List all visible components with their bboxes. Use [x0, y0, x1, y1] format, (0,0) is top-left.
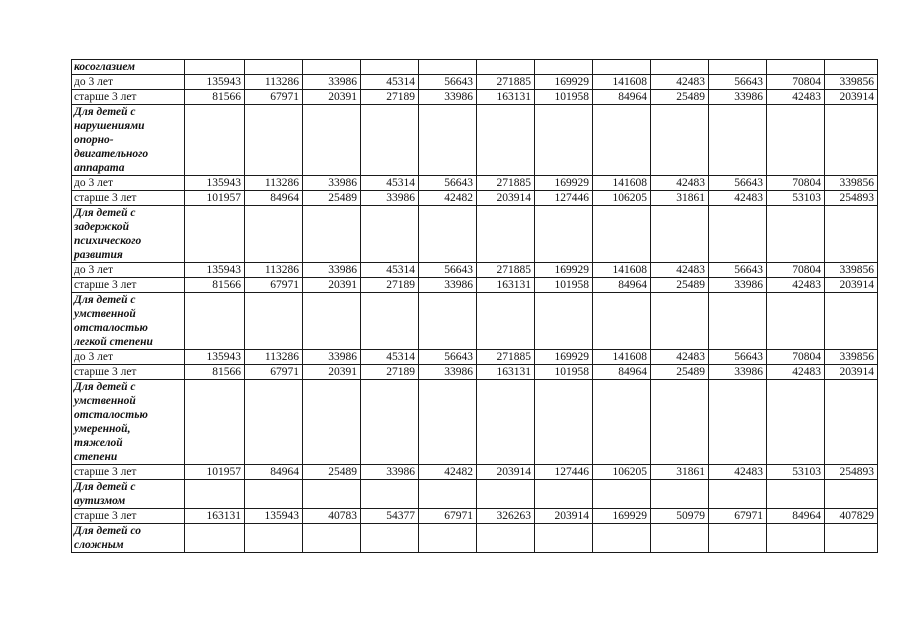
table-row	[72, 509, 878, 524]
table-row	[72, 465, 878, 480]
empty-cell	[709, 293, 767, 350]
empty-cell	[593, 524, 651, 553]
value-cell: 42483	[651, 176, 709, 191]
value-cell: 203914	[825, 278, 878, 293]
category-label-line: сложным	[74, 539, 124, 551]
empty-cell	[303, 480, 361, 509]
category-header-row	[72, 60, 878, 75]
value-cell: 56643	[709, 350, 767, 365]
empty-cell	[361, 105, 419, 176]
category-label-line: умственной	[74, 308, 136, 320]
table-row	[72, 90, 878, 105]
empty-cell	[361, 380, 419, 465]
category-label-line: Для детей с	[74, 207, 136, 219]
empty-cell	[477, 380, 535, 465]
empty-cell	[651, 105, 709, 176]
value-cell: 45314	[361, 75, 419, 90]
value-cell: 169929	[535, 75, 593, 90]
value-cell: 135943	[185, 176, 245, 191]
age-group-label: старше 3 лет	[72, 90, 185, 105]
empty-cell	[477, 524, 535, 553]
value-cell: 25489	[303, 465, 361, 480]
empty-cell	[419, 293, 477, 350]
value-cell: 67971	[245, 278, 303, 293]
value-cell: 56643	[709, 176, 767, 191]
empty-cell	[593, 293, 651, 350]
category-label-line: умеренной,	[74, 423, 131, 435]
value-cell: 163131	[477, 90, 535, 105]
category-label-line: отсталостью	[74, 322, 148, 334]
value-cell: 33986	[419, 90, 477, 105]
category-label	[72, 60, 185, 75]
value-cell: 84964	[767, 509, 825, 524]
empty-cell	[535, 524, 593, 553]
empty-cell	[767, 480, 825, 509]
empty-cell	[593, 105, 651, 176]
value-cell: 67971	[245, 365, 303, 380]
empty-cell	[709, 105, 767, 176]
value-cell: 42483	[767, 365, 825, 380]
empty-cell	[303, 293, 361, 350]
value-cell: 56643	[419, 75, 477, 90]
empty-cell	[825, 105, 878, 176]
table-row	[72, 191, 878, 206]
value-cell: 271885	[477, 75, 535, 90]
value-cell: 40783	[303, 509, 361, 524]
value-cell: 20391	[303, 278, 361, 293]
value-cell: 113286	[245, 263, 303, 278]
empty-cell	[477, 206, 535, 263]
category-label-line: Для детей с	[74, 106, 136, 118]
empty-cell	[419, 480, 477, 509]
empty-cell	[651, 380, 709, 465]
value-cell: 101957	[185, 191, 245, 206]
value-cell: 33986	[303, 75, 361, 90]
empty-cell	[477, 480, 535, 509]
value-cell: 56643	[709, 263, 767, 278]
empty-cell	[185, 293, 245, 350]
value-cell: 81566	[185, 365, 245, 380]
category-label-line: аппарата	[74, 162, 125, 174]
empty-cell	[767, 60, 825, 75]
empty-cell	[767, 293, 825, 350]
value-cell: 27189	[361, 90, 419, 105]
table-row	[72, 365, 878, 380]
value-cell: 135943	[185, 75, 245, 90]
value-cell: 141608	[593, 176, 651, 191]
value-cell: 84964	[245, 465, 303, 480]
age-group-label: до 3 лет	[72, 75, 185, 90]
empty-cell	[361, 480, 419, 509]
category-header-row	[72, 105, 878, 176]
empty-cell	[709, 524, 767, 553]
empty-cell	[477, 105, 535, 176]
empty-cell	[419, 380, 477, 465]
empty-cell	[651, 524, 709, 553]
empty-cell	[361, 206, 419, 263]
empty-cell	[709, 480, 767, 509]
value-cell: 163131	[477, 365, 535, 380]
empty-cell	[303, 206, 361, 263]
value-cell: 31861	[651, 465, 709, 480]
category-label-line: Для детей с	[74, 481, 136, 493]
value-cell: 45314	[361, 263, 419, 278]
value-cell: 81566	[185, 90, 245, 105]
empty-cell	[185, 480, 245, 509]
value-cell: 33986	[419, 278, 477, 293]
category-label-line: тяжелой	[74, 437, 123, 449]
value-cell: 271885	[477, 176, 535, 191]
value-cell: 113286	[245, 75, 303, 90]
value-cell: 67971	[419, 509, 477, 524]
empty-cell	[361, 293, 419, 350]
value-cell: 42483	[709, 465, 767, 480]
value-cell: 106205	[593, 465, 651, 480]
table-row	[72, 278, 878, 293]
value-cell: 169929	[535, 350, 593, 365]
value-cell: 70804	[767, 75, 825, 90]
empty-cell	[419, 206, 477, 263]
value-cell: 135943	[185, 350, 245, 365]
value-cell: 25489	[651, 90, 709, 105]
empty-cell	[185, 380, 245, 465]
value-cell: 101958	[535, 278, 593, 293]
value-cell: 45314	[361, 350, 419, 365]
value-cell: 67971	[709, 509, 767, 524]
empty-cell	[709, 60, 767, 75]
empty-cell	[767, 524, 825, 553]
table-row	[72, 350, 878, 365]
empty-cell	[767, 105, 825, 176]
empty-cell	[651, 206, 709, 263]
category-label-line: косоглазием	[74, 61, 136, 73]
empty-cell	[419, 105, 477, 176]
value-cell: 141608	[593, 263, 651, 278]
value-cell: 135943	[185, 263, 245, 278]
table-row	[72, 75, 878, 90]
value-cell: 70804	[767, 176, 825, 191]
age-group-label: старше 3 лет	[72, 278, 185, 293]
value-cell: 203914	[477, 191, 535, 206]
empty-cell	[767, 206, 825, 263]
value-cell: 407829	[825, 509, 878, 524]
age-group-label: старше 3 лет	[72, 365, 185, 380]
category-label-line: легкой степени	[74, 336, 153, 348]
value-cell: 141608	[593, 75, 651, 90]
value-cell: 339856	[825, 75, 878, 90]
empty-cell	[185, 206, 245, 263]
category-label	[72, 524, 185, 553]
empty-cell	[245, 380, 303, 465]
value-cell: 254893	[825, 465, 878, 480]
value-cell: 42483	[651, 350, 709, 365]
empty-cell	[245, 480, 303, 509]
value-cell: 101958	[535, 365, 593, 380]
empty-cell	[593, 206, 651, 263]
age-group-label: старше 3 лет	[72, 191, 185, 206]
value-cell: 25489	[651, 365, 709, 380]
category-header-row	[72, 480, 878, 509]
value-cell: 67971	[245, 90, 303, 105]
value-cell: 33986	[709, 365, 767, 380]
value-cell: 31861	[651, 191, 709, 206]
empty-cell	[535, 380, 593, 465]
value-cell: 42482	[419, 191, 477, 206]
value-cell: 127446	[535, 465, 593, 480]
value-cell: 135943	[245, 509, 303, 524]
value-cell: 70804	[767, 263, 825, 278]
table-row	[72, 176, 878, 191]
empty-cell	[535, 105, 593, 176]
value-cell: 271885	[477, 350, 535, 365]
empty-cell	[593, 480, 651, 509]
empty-cell	[303, 380, 361, 465]
empty-cell	[185, 524, 245, 553]
value-cell: 33986	[361, 465, 419, 480]
category-label-line: отсталостью	[74, 409, 148, 421]
category-label-line: аутизмом	[74, 495, 126, 507]
value-cell: 113286	[245, 350, 303, 365]
value-cell: 27189	[361, 278, 419, 293]
value-cell: 42482	[419, 465, 477, 480]
value-cell: 56643	[419, 176, 477, 191]
value-cell: 339856	[825, 263, 878, 278]
value-cell: 56643	[709, 75, 767, 90]
category-label-line: степени	[74, 451, 118, 463]
value-cell: 84964	[245, 191, 303, 206]
category-label-line: опорно-	[74, 134, 114, 146]
empty-cell	[825, 380, 878, 465]
empty-cell	[825, 60, 878, 75]
value-cell: 53103	[767, 465, 825, 480]
value-cell: 70804	[767, 350, 825, 365]
category-label-line: Для детей с	[74, 294, 136, 306]
empty-cell	[651, 480, 709, 509]
category-label-line: Для детей с	[74, 381, 136, 393]
value-cell: 163131	[477, 278, 535, 293]
value-cell: 42483	[651, 75, 709, 90]
empty-cell	[303, 60, 361, 75]
value-cell: 33986	[303, 350, 361, 365]
value-cell: 42483	[709, 191, 767, 206]
value-cell: 84964	[593, 278, 651, 293]
category-label	[72, 293, 185, 350]
table-body	[72, 60, 878, 553]
empty-cell	[535, 480, 593, 509]
age-group-label: до 3 лет	[72, 263, 185, 278]
value-cell: 81566	[185, 278, 245, 293]
value-cell: 20391	[303, 365, 361, 380]
value-cell: 50979	[651, 509, 709, 524]
empty-cell	[535, 206, 593, 263]
value-cell: 27189	[361, 365, 419, 380]
empty-cell	[245, 60, 303, 75]
value-cell: 101957	[185, 465, 245, 480]
value-cell: 127446	[535, 191, 593, 206]
value-cell: 339856	[825, 176, 878, 191]
value-cell: 42483	[767, 90, 825, 105]
empty-cell	[825, 293, 878, 350]
value-cell: 84964	[593, 365, 651, 380]
empty-cell	[185, 60, 245, 75]
category-label	[72, 480, 185, 509]
empty-cell	[303, 524, 361, 553]
empty-cell	[245, 206, 303, 263]
value-cell: 106205	[593, 191, 651, 206]
value-cell: 33986	[303, 176, 361, 191]
empty-cell	[303, 105, 361, 176]
empty-cell	[361, 524, 419, 553]
value-cell: 203914	[825, 365, 878, 380]
value-cell: 42483	[767, 278, 825, 293]
empty-cell	[419, 60, 477, 75]
empty-cell	[477, 293, 535, 350]
category-label-line: умственной	[74, 395, 136, 407]
empty-cell	[535, 60, 593, 75]
empty-cell	[419, 524, 477, 553]
value-cell: 25489	[651, 278, 709, 293]
empty-cell	[651, 60, 709, 75]
value-cell: 56643	[419, 263, 477, 278]
value-cell: 163131	[185, 509, 245, 524]
age-group-label: старше 3 лет	[72, 465, 185, 480]
value-cell: 25489	[303, 191, 361, 206]
value-cell: 141608	[593, 350, 651, 365]
value-cell: 203914	[535, 509, 593, 524]
value-cell: 169929	[535, 176, 593, 191]
empty-cell	[593, 60, 651, 75]
empty-cell	[709, 380, 767, 465]
category-label-line: развития	[74, 249, 123, 261]
value-cell: 326263	[477, 509, 535, 524]
empty-cell	[185, 105, 245, 176]
category-label-line: нарушениями	[74, 120, 145, 132]
value-cell: 169929	[593, 509, 651, 524]
empty-cell	[361, 60, 419, 75]
empty-cell	[245, 105, 303, 176]
value-cell: 56643	[419, 350, 477, 365]
value-cell: 54377	[361, 509, 419, 524]
value-cell: 33986	[361, 191, 419, 206]
empty-cell	[245, 524, 303, 553]
value-cell: 33986	[709, 90, 767, 105]
value-cell: 42483	[651, 263, 709, 278]
age-group-label: до 3 лет	[72, 176, 185, 191]
value-cell: 169929	[535, 263, 593, 278]
empty-cell	[825, 480, 878, 509]
category-header-row	[72, 380, 878, 465]
category-label	[72, 206, 185, 263]
empty-cell	[593, 380, 651, 465]
category-label	[72, 380, 185, 465]
category-header-row	[72, 206, 878, 263]
category-label-line: психического	[74, 235, 142, 247]
value-cell: 45314	[361, 176, 419, 191]
value-cell: 33986	[709, 278, 767, 293]
category-label-line: Для детей со	[74, 525, 141, 537]
empty-cell	[651, 293, 709, 350]
value-cell: 53103	[767, 191, 825, 206]
category-header-row	[72, 293, 878, 350]
value-cell: 33986	[419, 365, 477, 380]
empty-cell	[825, 206, 878, 263]
category-label-line: двигательного	[74, 148, 149, 160]
value-cell: 20391	[303, 90, 361, 105]
empty-cell	[245, 293, 303, 350]
age-group-label: до 3 лет	[72, 350, 185, 365]
value-cell: 33986	[303, 263, 361, 278]
empty-cell	[477, 60, 535, 75]
empty-cell	[535, 293, 593, 350]
value-cell: 203914	[477, 465, 535, 480]
age-group-label: старше 3 лет	[72, 509, 185, 524]
category-header-row	[72, 524, 878, 553]
empty-cell	[767, 380, 825, 465]
cost-table	[71, 59, 878, 553]
category-label-line: задержкой	[74, 221, 129, 233]
table-row	[72, 263, 878, 278]
category-label	[72, 105, 185, 176]
empty-cell	[825, 524, 878, 553]
value-cell: 113286	[245, 176, 303, 191]
value-cell: 271885	[477, 263, 535, 278]
empty-cell	[709, 206, 767, 263]
value-cell: 84964	[593, 90, 651, 105]
value-cell: 254893	[825, 191, 878, 206]
value-cell: 339856	[825, 350, 878, 365]
value-cell: 101958	[535, 90, 593, 105]
value-cell: 203914	[825, 90, 878, 105]
